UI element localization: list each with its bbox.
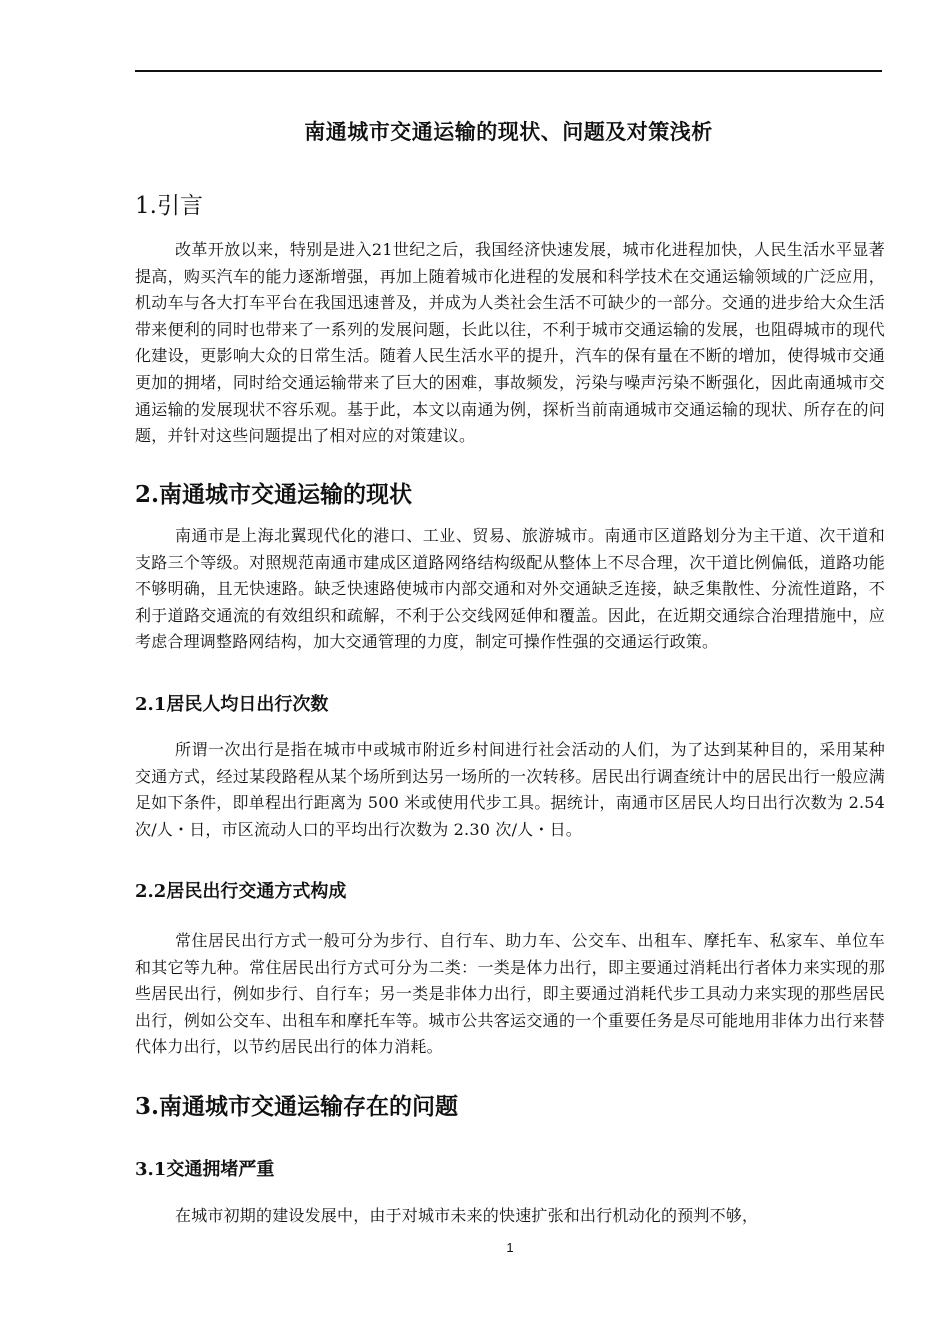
header-rule: [135, 70, 882, 72]
paragraph-status: 南通市是上海北翼现代化的港口、工业、贸易、旅游城市。南通市区道路划分为主干道、次干道和支路三个等级。对照规范南通市建成区道路网络结构级配从整体上不尽合理，次干道比例偏低，道路功能不够明确，且无快速路。缺乏快速路使城市内部交通和对外交通缺乏连接，缺乏集散性、分流性道路，不利于道路交通流的有效组织和疏解，不利于公交线网延伸和覆盖。因此，在近期交通综合治理措施中，应考虑合理调整路网结构，加大交通管理的力度，制定可操作性强的交通运行政策。: [135, 526, 885, 652]
paragraph-modes: 常住居民出行方式一般可分为步行、自行车、助力车、公交车、出租车、摩托车、私家车、单位车和其它等九种。常住居民出行方式可分为二类：一类是体力出行，即主要通过消耗出行者体力来实现的那些居民出行，例如步行、自行车；另一类是非体力出行，即主要通过消耗代步工具动力来实现的那些居民出行，例如公交车、出租车和摩托车等。城市公共客运交通的一个重要任务是尽可能地用非体力出行来替代体力出行，以节约居民出行的体力消耗。: [135, 931, 885, 1057]
paragraph-trips: 所谓一次出行是指在城市中或城市附近乡村间进行社会活动的人们，为了达到某种目的，采用某种交通方式，经过某段路程从某个场所到达另一场所的一次转移。居民出行调查统计中的居民出行一般应满足如下条件，即单程出行距离为 500 米或使用代步工具。据统计，南通市区居民人均日出行次数为 2.54 次/人・日，市区流动人口的平均出行次数为 2.30 次/人・日。: [135, 740, 885, 839]
document-title: 南通城市交通运输的现状、问题及对策浅析: [304, 119, 713, 144]
subsection-heading-trips: 2.1居民人均日出行次数: [135, 694, 329, 715]
section-heading-problems: 3.南通城市交通运输存在的问题: [135, 1093, 459, 1120]
section-heading-intro: 1.引言: [135, 193, 203, 219]
paragraph-congestion: 在城市初期的建设发展中，由于对城市未来的快速扩张和出行机动化的预判不够，: [175, 1206, 759, 1225]
subsection-heading-congestion: 3.1交通拥堵严重: [135, 1159, 275, 1180]
section-heading-status: 2.南通城市交通运输的现状: [135, 481, 413, 508]
page-number: 1: [506, 1240, 514, 1255]
paragraph-intro: 改革开放以来，特别是进入21世纪之后，我国经济快速发展，城市化进程加快，人民生活水平显著提高，购买汽车的能力逐渐增强，再加上随着城市化进程的发展和科学技术在交通运输领域的广泛应用，机动车与各大打车平台在我国迅速普及，并成为人类社会生活不可缺少的一部分。交通的进步给大众生活带来便利的同时也带来了一系列的发展问题，长此以往，不利于城市交通运输的发展，也阻碍城市的现代化建设，更影响大众的日常生活。随着人民生活水平的提升，汽车的保有量在不断的增加，使得城市交通更加的拥堵，同时给交通运输带来了巨大的困难，事故频发，污染与噪声污染不断强化，因此南通城市交通运输的发展现状不容乐观。基于此，本文以南通为例，探析当前南通城市交通运输的现状、所存在的问题，并针对这些问题提出了相对应的对策建议。: [135, 240, 885, 446]
subsection-heading-modes: 2.2居民出行交通方式构成: [135, 881, 347, 902]
